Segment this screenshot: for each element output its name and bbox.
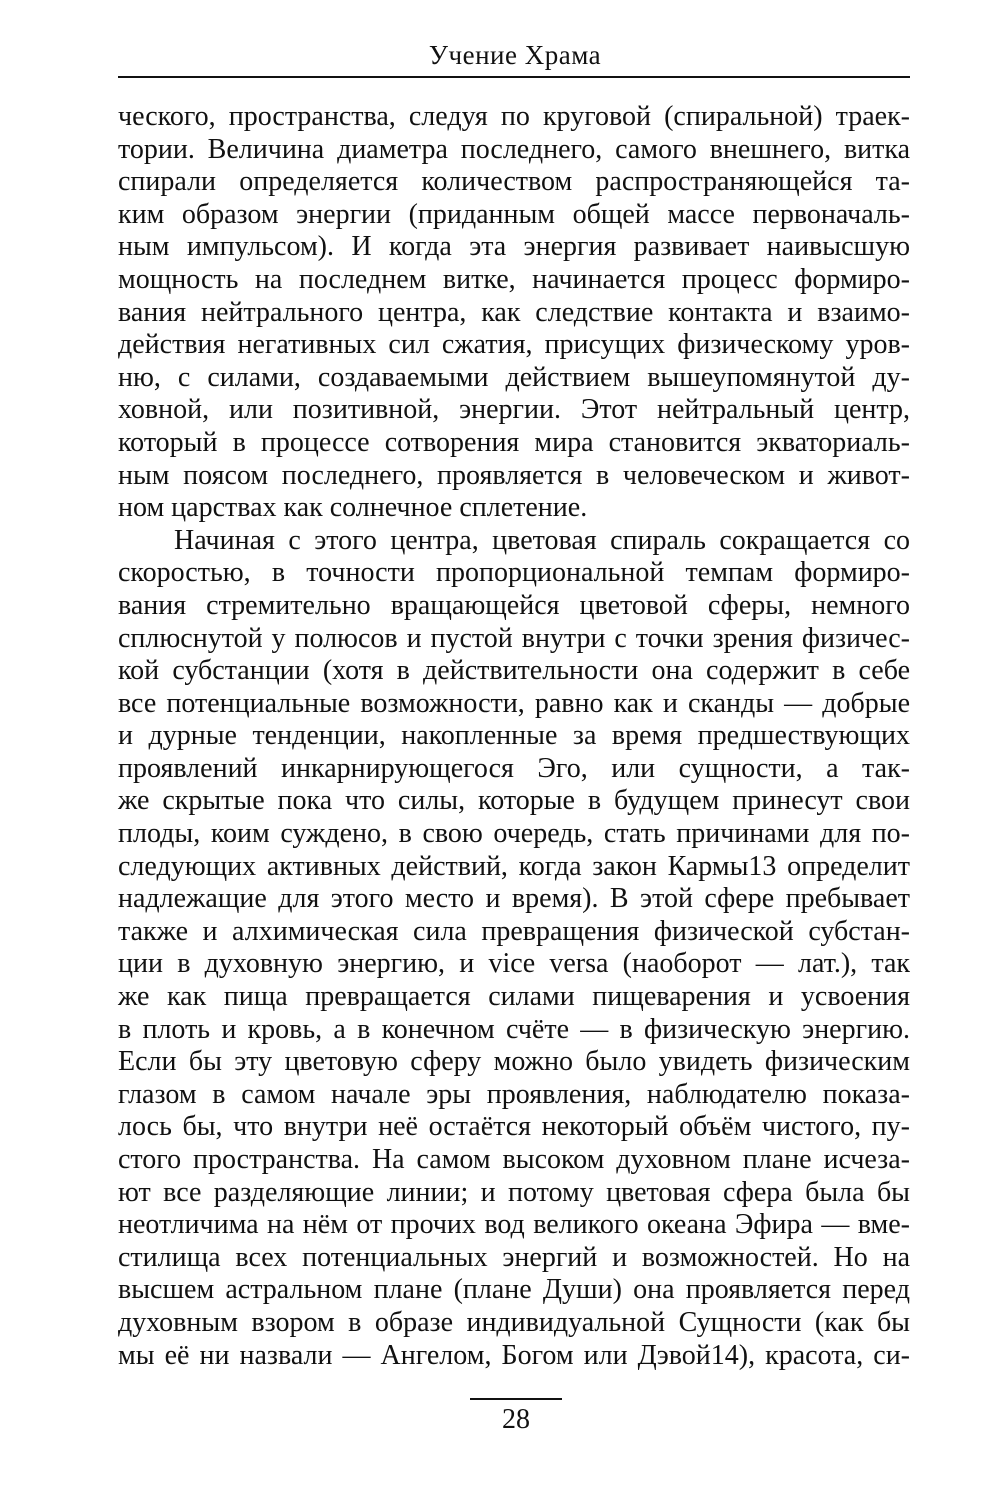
text-line: глазом в самом начале эры проявления, наблюдателю показа-	[118, 1078, 910, 1110]
text-line: действия негативных сил сжатия, присущих физическому уров-	[118, 329, 910, 361]
text-line: ном царствах как солнечное сплетение.	[118, 492, 588, 524]
running-head: Учение Храма	[428, 40, 602, 70]
text-line: кой субстанции (хотя в действительности она содержит в себе	[118, 655, 910, 687]
text-line: скоростью, в точности пропорциональной темпам формиро-	[118, 557, 910, 589]
text-line: ню, с силами, создаваемыми действием вышеупомянутой ду-	[118, 361, 910, 393]
text-line: ют все разделяющие линии; и потому цветовая сфера была бы	[118, 1176, 910, 1208]
paragraph	[118, 101, 910, 525]
text-line: в плоть и кровь, а в конечном счёте — в физическую энергию.	[118, 1013, 910, 1045]
text-line: плоды, коим суждено, в свою очередь, стать причинами для по-	[118, 818, 910, 850]
text-line: стилища всех потенциальных энергий и возможностей. Но на	[118, 1241, 910, 1273]
text-line: мы её ни назвали — Ангелом, Богом или Дэвой14), красота, си-	[118, 1339, 910, 1371]
text-line: также и алхимическая сила превращения физической субстан-	[118, 915, 910, 947]
text-line: проявлений инкарнирующегося Эго, или сущности, а так-	[118, 752, 910, 784]
text-line: вания нейтрального центра, как следствие контакта и взаимо-	[118, 296, 910, 328]
text-line: надлежащие для этого место и время). В этой сфере пребывает	[118, 883, 910, 915]
text-line: неотличима на нём от прочих вод великого океана Эфира — вме-	[118, 1209, 910, 1241]
text-line: следующих активных действий, когда закон Кармы13 определит	[118, 850, 910, 882]
text-line: ным поясом последнего, проявляется в человеческом и живот-	[118, 459, 910, 491]
text-line: же скрытые пока что силы, которые в будущем принесут свои	[118, 785, 910, 817]
text-line: стого пространства. На самом высоком духовном плане исчеза-	[118, 1144, 910, 1175]
text-line: ховной, или позитивной, энергии. Этот нейтральный центр,	[118, 394, 910, 426]
page-number: 28	[502, 1404, 530, 1435]
text-line: который в процессе сотворения мира становится экваториаль-	[118, 426, 910, 458]
text-line: мощность на последнем витке, начинается процесс формиро-	[118, 263, 910, 295]
text-line: ным импульсом). И когда эта энергия развивает наивысшую	[118, 231, 910, 263]
text-line: ческого, пространства, следуя по круговой (спиральной) траек-	[118, 101, 910, 132]
text-line: ким образом энергии (приданным общей массе первоначаль-	[118, 198, 910, 230]
text-line: и дурные тенденции, накопленные за время предшествующих	[118, 720, 910, 752]
text-line: вания стремительно вращающейся цветовой сферы, немного	[118, 589, 910, 621]
text-line: тории. Величина диаметра последнего, самого внешнего, витка	[118, 133, 910, 165]
footer-rule	[470, 1398, 562, 1400]
header-rule	[118, 76, 910, 78]
text-line: спирали определяется количеством распространяющейся та-	[118, 166, 910, 198]
text-line: духовным взором в образе индивидуальной Сущности (как бы	[118, 1306, 910, 1338]
text-line: Если бы эту цветовую сферу можно было увидеть физическим	[118, 1046, 910, 1078]
text-line: ции в духовную энергию, и vice versa (наоборот — лат.), так	[118, 948, 910, 980]
text-line: же как пища превращается силами пищеварения и усвоения	[118, 981, 910, 1013]
text-line: все потенциальные возможности, равно как и сканды — добрые	[118, 687, 910, 719]
text-line: высшем астральном плане (плане Души) она проявляется перед	[118, 1274, 910, 1306]
text-line: сплюснутой у полюсов и пустой внутри с точки зрения физичес-	[118, 622, 910, 654]
body-text	[118, 101, 910, 1372]
text-line: лось бы, что внутри неё остаётся некоторый объём чистого, пу-	[118, 1111, 910, 1143]
text-line: Начиная с этого центра, цветовая спираль сокращается со	[174, 524, 910, 556]
paragraph	[118, 525, 910, 1372]
